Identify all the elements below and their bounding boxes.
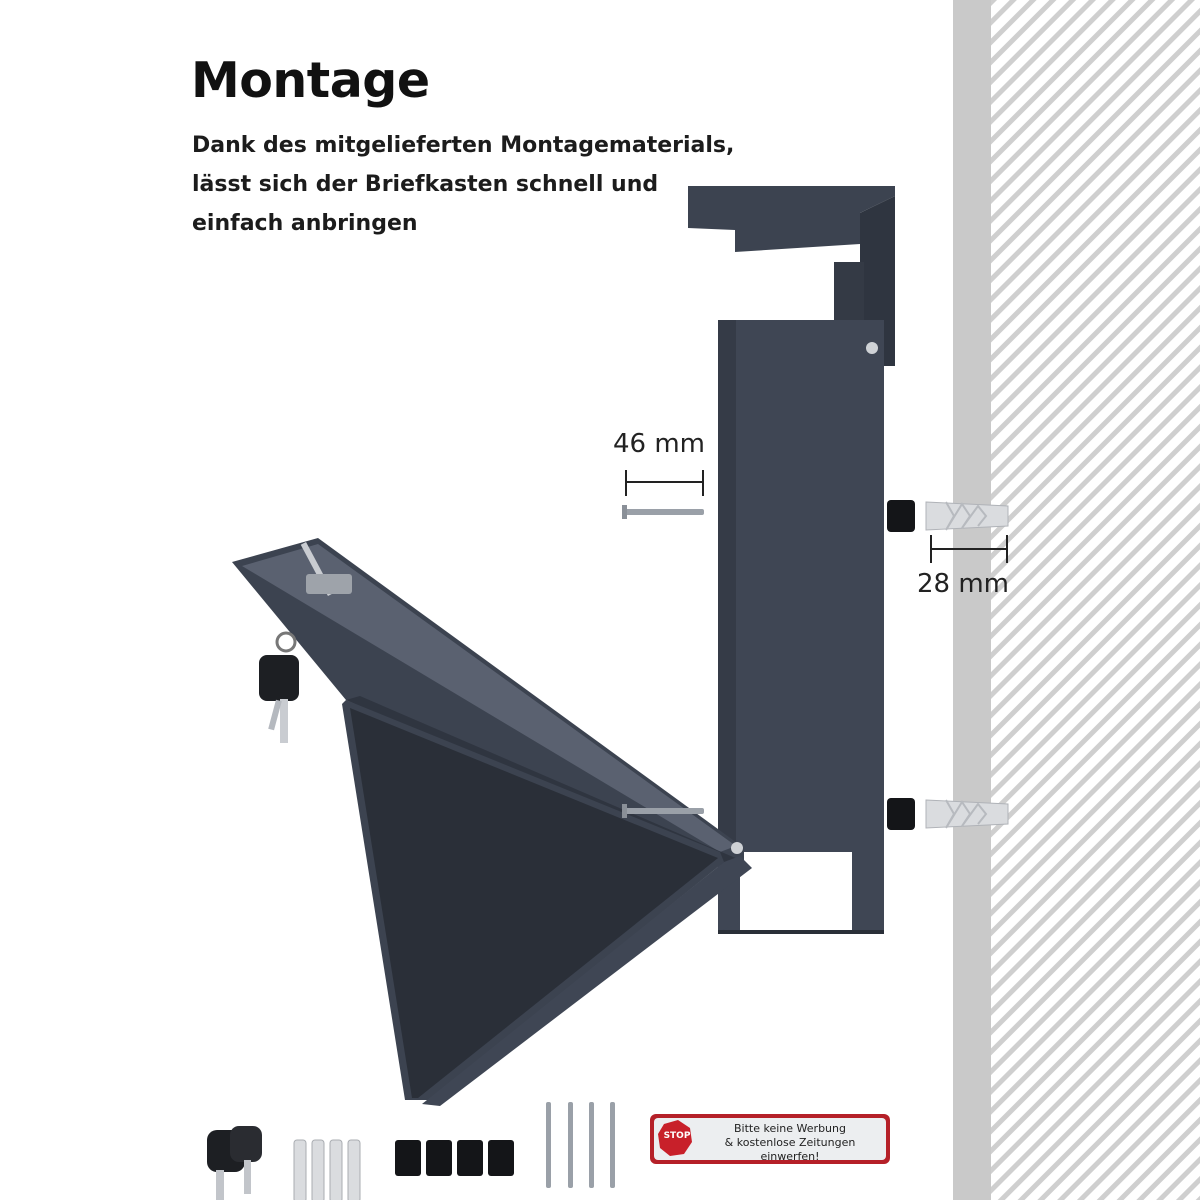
sticker-line-2: & kostenlose Zeitungen [724,1136,856,1149]
wall [953,0,1200,1200]
sticker-line-3: einwerfen! [760,1150,820,1163]
sticker-line-1: Bitte keine Werbung [734,1122,846,1135]
spacer-icon [887,798,915,830]
screw-dimension-line [626,470,703,496]
dowels-icon [294,1140,360,1200]
mailbox-door [232,538,752,1106]
screw-head-icon [731,842,743,854]
stop-sign-label: STOP [663,1131,691,1141]
description-line-1: Dank des mitgelieferten Montagematerials, [192,133,735,158]
screw-length-label: 46 mm [613,429,706,459]
mailbox [688,186,895,934]
description-line-2: lässt sich der Briefkasten schnell und [192,172,659,197]
dowel-length-label: 28 mm [917,569,1010,599]
screw-head-icon [866,342,878,354]
spacer-icon [887,500,915,532]
screws-icon [546,1102,615,1188]
spacers-icon [395,1140,514,1176]
screw-icon [622,505,704,519]
dowel-icon [926,502,1008,530]
page-title: Montage [191,52,430,109]
keys-icon [207,1126,262,1200]
description-line-3: einfach anbringen [192,211,418,236]
sticker-text [700,1122,880,1164]
dowel-icon [926,800,1008,828]
